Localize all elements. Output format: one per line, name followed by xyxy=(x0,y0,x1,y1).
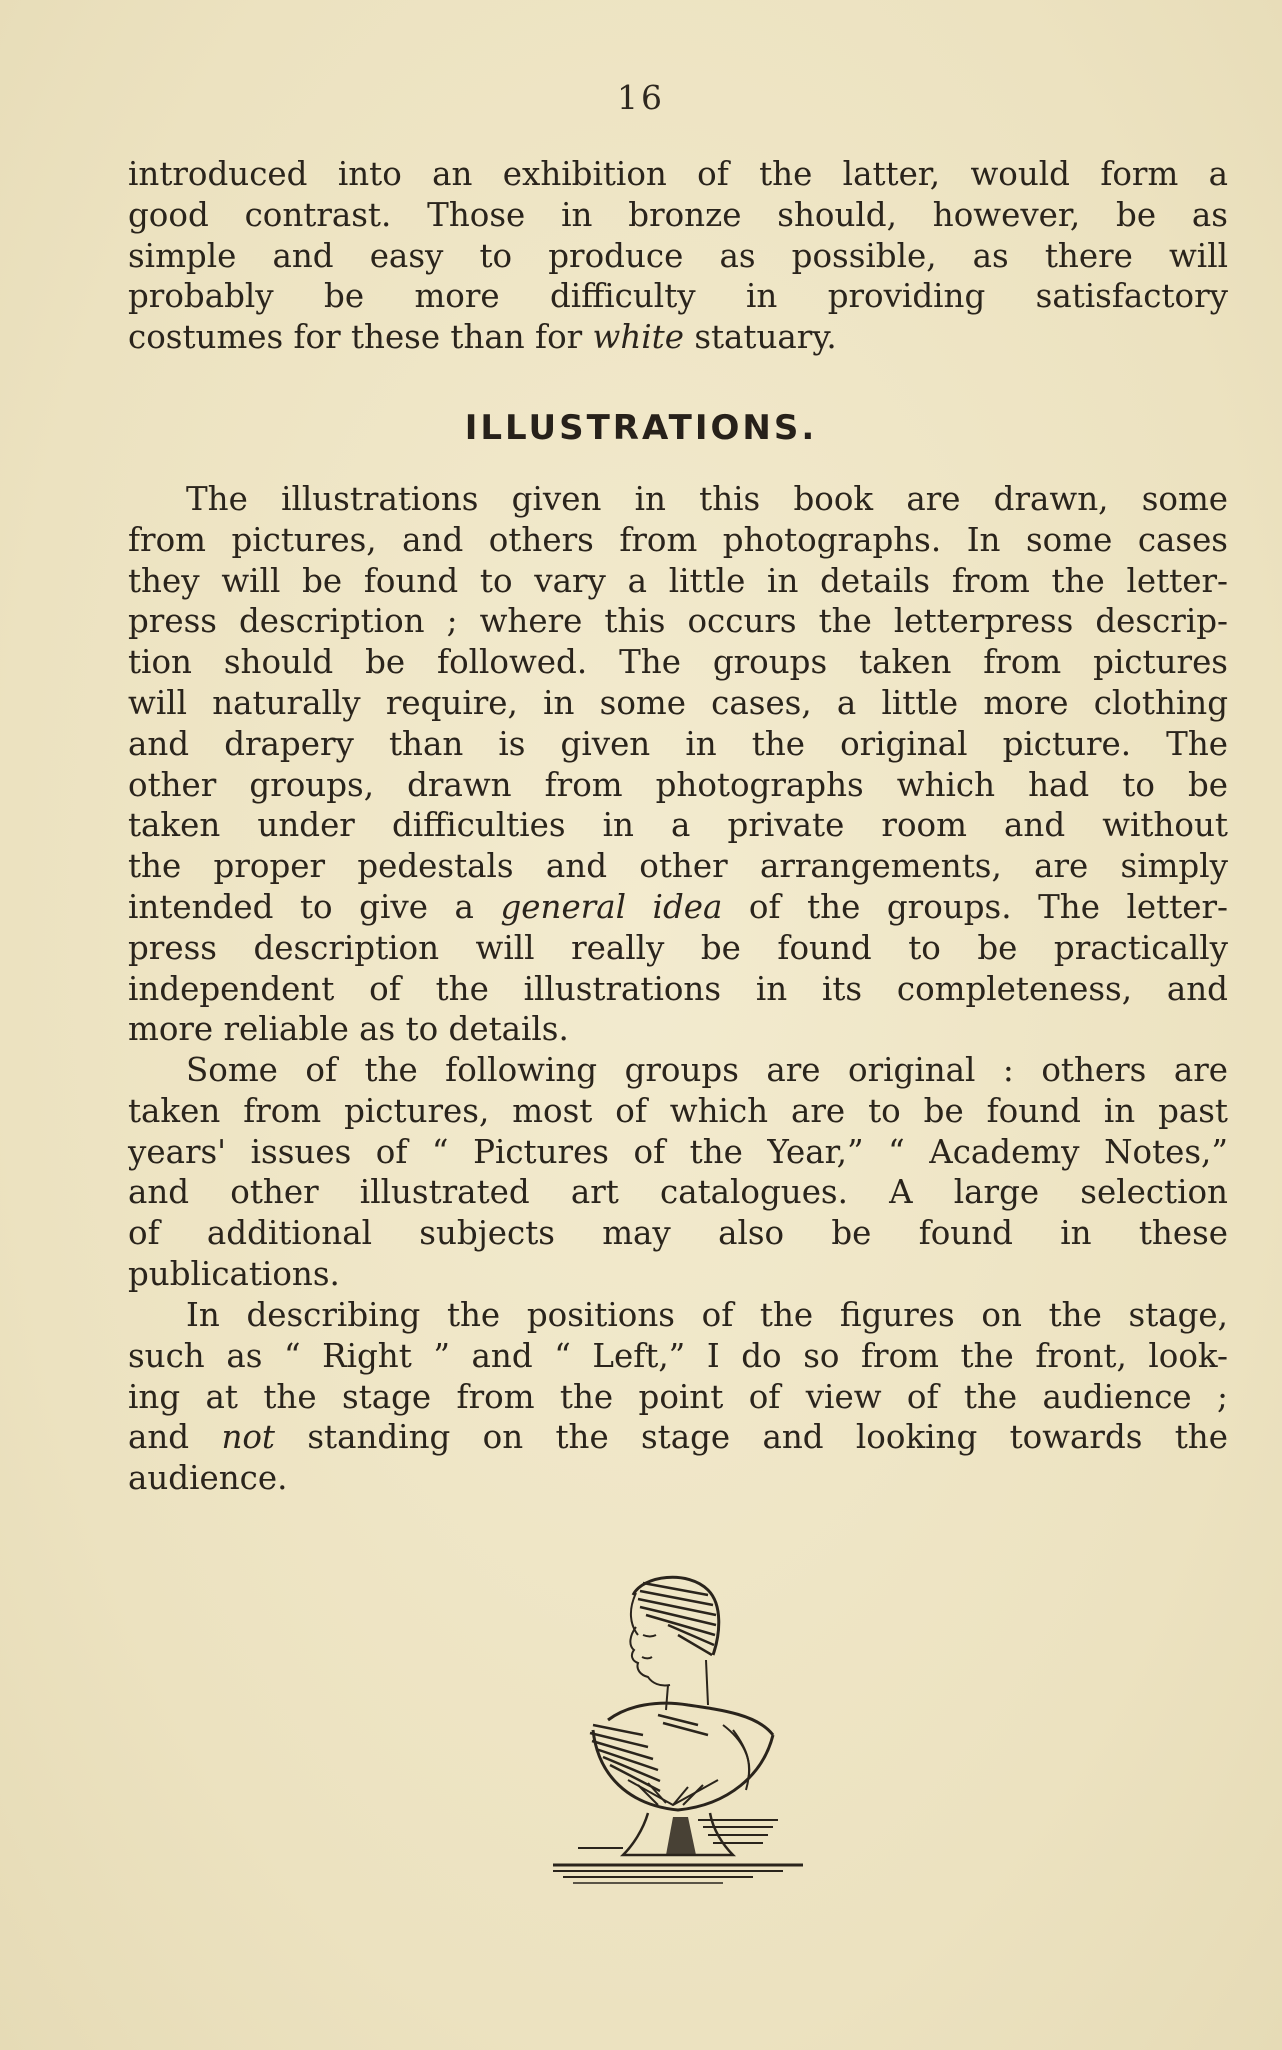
text-segment: costumes for these than for xyxy=(128,318,593,357)
italic-word: not xyxy=(221,1418,275,1457)
text-line: the proper pedestals and other arrangements, are simply xyxy=(128,847,1228,886)
text-line: they will be found to vary a little in details from the letter- xyxy=(128,561,1228,600)
text-line: taken from pictures, most of which are to be found in past xyxy=(128,1091,1228,1130)
text-line: such as “ Right ” and “ Left,” I do so from the front, look- xyxy=(128,1336,1228,1375)
text-segment: statuary. xyxy=(683,318,837,357)
text-line: simple and easy to produce as possible, as there will xyxy=(128,236,1228,275)
text-line: good contrast. Those in bronze should, however, be as xyxy=(128,195,1228,234)
text-segment: of the groups. The letter- xyxy=(722,887,1229,926)
text-line: press description ; where this occurs the letterpress descrip- xyxy=(128,602,1228,641)
section-heading: ILLUSTRATIONS. xyxy=(464,408,818,448)
text-line xyxy=(128,887,1228,928)
italic-phrase: general idea xyxy=(500,887,723,926)
text-line: independent of the illustrations in its completeness, and xyxy=(128,969,1228,1008)
intro-paragraph xyxy=(128,154,1228,358)
positions-paragraph xyxy=(128,1295,1228,1499)
text-line: and drapery than is given in the original picture. The xyxy=(128,724,1228,763)
text-line: more reliable as to details. xyxy=(128,1010,569,1049)
text-line: years' issues of “ Pictures of the Year,” “ Academy Notes,” xyxy=(128,1132,1228,1171)
text-line xyxy=(128,317,1228,358)
text-line: tion should be followed. The groups taken from pictures xyxy=(128,643,1228,682)
illustrations-paragraph xyxy=(128,479,1228,1050)
text-line: other groups, drawn from photographs which had to be xyxy=(128,765,1228,804)
text-segment: standing on the stage and looking towards the xyxy=(275,1418,1228,1457)
text-line: will naturally require, in some cases, a little more clothing xyxy=(128,683,1228,722)
page-number: 16 xyxy=(617,78,665,117)
text-line: audience. xyxy=(128,1459,288,1498)
italic-word: white xyxy=(592,318,684,357)
text-line xyxy=(128,1417,1228,1458)
text-line: of additional subjects may also be found in these xyxy=(128,1214,1228,1253)
text-line: ing at the stage from the point of view of the audience ; xyxy=(128,1377,1228,1416)
text-segment: intended to give a xyxy=(128,887,501,926)
text-line: publications. xyxy=(128,1254,340,1293)
text-line: press description will really be found to be practically xyxy=(128,928,1228,967)
text-line: introduced into an exhibition of the latter, would form a xyxy=(128,155,1228,193)
text-line: The illustrations given in this book are drawn, some xyxy=(186,480,1228,518)
sources-paragraph xyxy=(128,1050,1228,1295)
text-line: and other illustrated art catalogues. A large selection xyxy=(128,1173,1228,1212)
text-line: Some of the following groups are original : others are xyxy=(186,1051,1228,1089)
bust-illustration xyxy=(548,1565,808,1910)
text-line: probably be more difficulty in providing satisfactory xyxy=(128,277,1228,316)
text-segment: and xyxy=(128,1418,222,1457)
text-line: In describing the positions of the figures on the stage, xyxy=(186,1296,1228,1334)
text-line: from pictures, and others from photographs. In some cases xyxy=(128,520,1228,559)
text-line: taken under difficulties in a private room and without xyxy=(128,806,1228,845)
